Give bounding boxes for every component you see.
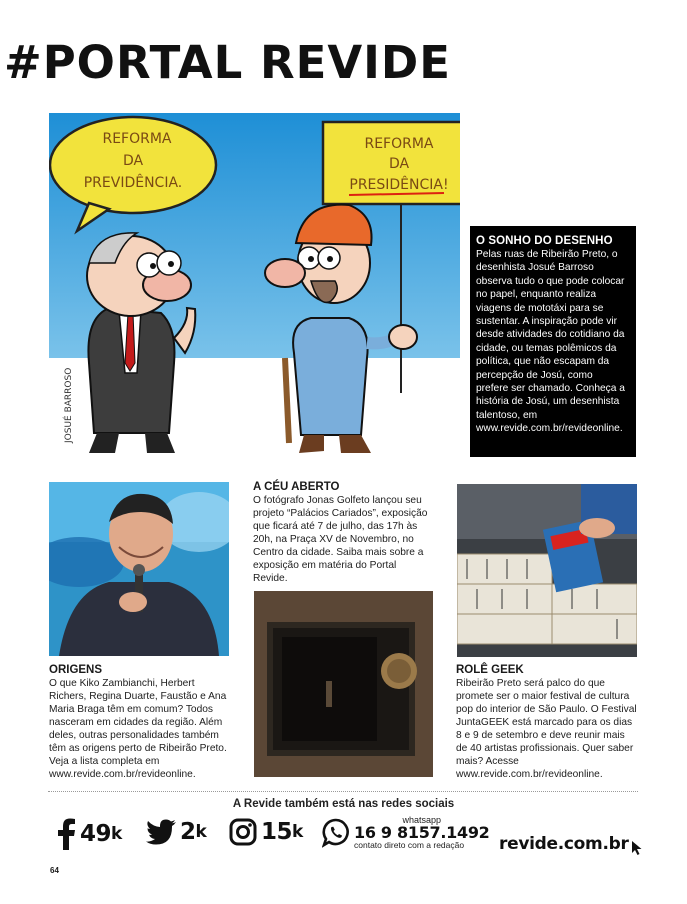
whatsapp-label: whatsapp	[402, 815, 441, 825]
whatsapp-icon	[322, 818, 350, 848]
sign-line-2: DA	[388, 156, 410, 172]
origens-article	[49, 663, 231, 781]
facebook-suffix: k	[111, 824, 123, 844]
instagram-stat[interactable]	[229, 818, 303, 846]
facebook-icon	[56, 818, 76, 850]
cartoon-signature: JOSUÉ BARROSO	[64, 367, 74, 443]
balloon-line-3: PREVIDÊNCIA.	[83, 175, 183, 191]
ceu-aberto-photo	[254, 591, 433, 777]
site-link[interactable]	[499, 832, 643, 856]
facebook-count: 49	[80, 821, 112, 847]
whatsapp-number: 16 9 8157.1492	[354, 823, 490, 842]
page-number: 64	[50, 866, 59, 875]
cartoon-illustration	[49, 113, 460, 458]
role-geek-photo	[457, 484, 637, 657]
instagram-icon	[229, 818, 257, 846]
balloon-line-2: DA	[122, 153, 144, 169]
origens-heading: ORIGENS	[49, 664, 103, 676]
whatsapp-note: contato direto com a redação	[354, 840, 465, 850]
origens-photo	[49, 482, 229, 656]
sonho-do-desenho-box	[470, 226, 636, 457]
cursor-icon	[631, 840, 643, 856]
twitter-icon	[145, 818, 177, 846]
role-geek-article	[456, 663, 638, 781]
instagram-count: 15	[261, 819, 293, 845]
sidebox-heading: O SONHO DO DESENHO	[476, 235, 613, 247]
balloon-line-1: REFORMA	[102, 131, 172, 147]
ceu-aberto-article	[253, 480, 433, 585]
divider	[48, 791, 638, 792]
social-heading: A Revide também está nas redes sociais	[232, 798, 455, 810]
sign-line-1: REFORMA	[364, 136, 434, 152]
origens-body: O que Kiko Zambianchi, Herbert Richers, Regina Duarte, Faustão e Ana Maria Braga têm em comum? Todos nasceram em cidades da região. Além deles, outras personalidades também têm as origens perto de Ribeirão Preto. Veja a lista completa em www.revide.com.br/revideonline.	[49, 678, 227, 780]
ceu-aberto-body: O fotógrafo Jonas Golfeto lançou seu projeto “Palácios Cariados”, exposição que ficará até 7 de julho, das 17h às 20h, na Praça XV de Novembro, no Centro da cidade. Saiba mais sobre a exposição em matéria do Portal Revide.	[253, 495, 428, 584]
role-geek-heading: ROLÊ GEEK	[456, 664, 524, 676]
twitter-count: 2	[180, 819, 196, 845]
ceu-aberto-heading: A CÉU ABERTO	[253, 481, 340, 493]
page-title: #PORTAL REVIDE	[4, 36, 451, 89]
sign-line-3: PRESIDÊNCIA!	[349, 177, 449, 193]
instagram-suffix: k	[292, 822, 304, 842]
role-geek-body: Ribeirão Preto será palco do que promete ser o maior festival de cultura pop do interior de São Paulo. O Festival JuntaGEEK está marcado para os dias 8 e 9 de setembro e deve reunir mais de 40 artistas profissionais. Quer saber mais? Acesse www.revide.com.br/revideonline.	[456, 678, 637, 780]
whatsapp-contact[interactable]	[322, 816, 489, 850]
twitter-stat[interactable]	[145, 818, 207, 846]
site-url: revide.com.br	[499, 834, 629, 854]
twitter-suffix: k	[195, 822, 207, 842]
facebook-stat[interactable]	[56, 818, 122, 850]
sidebox-body: Pelas ruas de Ribeirão Preto, o desenhista Josué Barroso observa tudo o que pode colocar no papel, enquanto realiza viagens de mototáxi para se sustentar. A inspiração pode vir desde atividades do cotidiano da cidade, ou temas polêmicos da política, que não escapam da percepção de Josú, como prefere ser chamado. Conheça a história de Josú, um desenhista talentoso, em www.revide.com.br/revideonline.	[476, 249, 625, 435]
